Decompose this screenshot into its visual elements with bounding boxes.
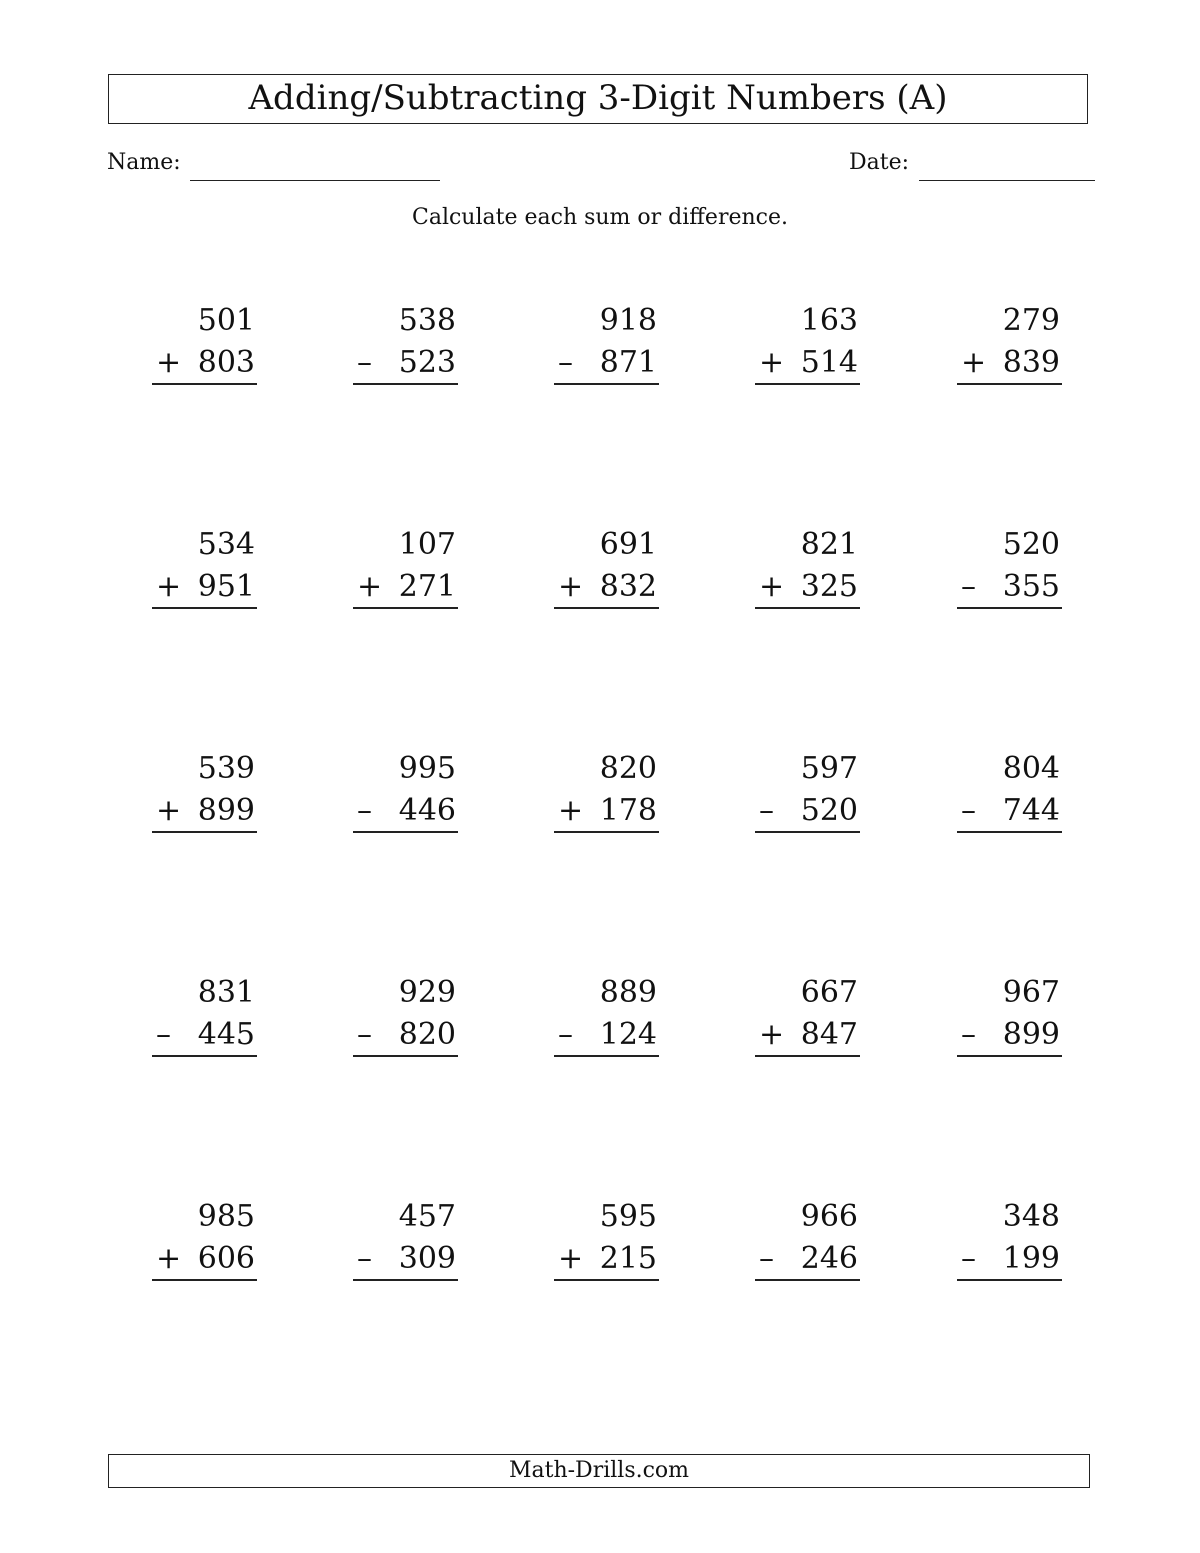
problem-top-number: 918 (599, 303, 657, 338)
problem-top-number: 985 (197, 1199, 255, 1234)
problem-top-number: 534 (197, 527, 255, 562)
problem-bottom-row (353, 793, 458, 833)
problem-operator: + (156, 345, 182, 380)
problem-operator: + (558, 1241, 584, 1276)
problem-bottom-row (152, 1017, 257, 1057)
problem (152, 1199, 257, 1289)
problem-bottom-row (353, 569, 458, 609)
problem-bottom-row (554, 569, 659, 609)
problem-operator: – (759, 1241, 774, 1276)
problem-operator: – (961, 793, 976, 828)
problem-top-number: 539 (197, 751, 255, 786)
problem-operator: – (558, 1017, 573, 1052)
problem (755, 1199, 860, 1289)
problem-bottom-number: 271 (398, 569, 456, 604)
problem-bottom-number: 325 (800, 569, 858, 604)
problem-bottom-number: 899 (197, 793, 255, 828)
problem-top-number: 595 (599, 1199, 657, 1234)
problem-operator: – (357, 345, 372, 380)
problem-bottom-row (554, 793, 659, 833)
problem-bottom-number: 803 (197, 345, 255, 380)
problem (353, 975, 458, 1065)
problem-operator: – (357, 1017, 372, 1052)
problem-bottom-number: 832 (599, 569, 657, 604)
problem-bottom-number: 899 (1002, 1017, 1060, 1052)
problem-operator: + (759, 569, 785, 604)
problem (755, 527, 860, 617)
problem-bottom-number: 215 (599, 1241, 657, 1276)
problem (554, 527, 659, 617)
problem-operator: + (759, 345, 785, 380)
problem-bottom-row (353, 1241, 458, 1281)
problem-bottom-row (755, 569, 860, 609)
problem (755, 975, 860, 1065)
problem-operator: – (759, 793, 774, 828)
problem-bottom-number: 355 (1002, 569, 1060, 604)
problem (353, 1199, 458, 1289)
problem-top-number: 929 (398, 975, 456, 1010)
instructions: Calculate each sum or difference. (412, 205, 788, 230)
problem (957, 975, 1062, 1065)
problem-bottom-row (152, 793, 257, 833)
problem-bottom-number: 199 (1002, 1241, 1060, 1276)
problem-top-number: 889 (599, 975, 657, 1010)
problem-bottom-number: 744 (1002, 793, 1060, 828)
problem-top-number: 279 (1002, 303, 1060, 338)
problem (554, 303, 659, 393)
problem-bottom-number: 445 (197, 1017, 255, 1052)
problem-top-number: 501 (197, 303, 255, 338)
problem-bottom-number: 520 (800, 793, 858, 828)
problem-bottom-row (353, 1017, 458, 1057)
problem (755, 303, 860, 393)
problem-bottom-row (755, 793, 860, 833)
problem-bottom-number: 514 (800, 345, 858, 380)
problem (152, 751, 257, 841)
name-label: Name: (107, 150, 181, 175)
problem-bottom-row (554, 345, 659, 385)
problem-top-number: 457 (398, 1199, 456, 1234)
problem (152, 303, 257, 393)
problem-bottom-number: 523 (398, 345, 456, 380)
problem-operator: + (156, 793, 182, 828)
problem-bottom-number: 847 (800, 1017, 858, 1052)
problem-operator: + (156, 1241, 182, 1276)
problem-bottom-row (755, 345, 860, 385)
date-field-line[interactable] (919, 180, 1095, 181)
problem-bottom-row (755, 1241, 860, 1281)
problem-top-number: 348 (1002, 1199, 1060, 1234)
problem-bottom-number: 606 (197, 1241, 255, 1276)
problem-top-number: 966 (800, 1199, 858, 1234)
problem-operator: – (961, 1241, 976, 1276)
problem-bottom-row (554, 1241, 659, 1281)
worksheet-title: Adding/Subtracting 3-Digit Numbers (A) (108, 74, 1088, 124)
problem-bottom-row (957, 345, 1062, 385)
problem-bottom-row (755, 1017, 860, 1057)
problem (353, 751, 458, 841)
problem-bottom-row (957, 1017, 1062, 1057)
problem-top-number: 667 (800, 975, 858, 1010)
problem-bottom-number: 178 (599, 793, 657, 828)
problem-operator: – (961, 1017, 976, 1052)
problem-bottom-row (353, 345, 458, 385)
problem (957, 303, 1062, 393)
problem-bottom-row (152, 569, 257, 609)
problem (957, 751, 1062, 841)
problem (152, 527, 257, 617)
problem-operator: + (357, 569, 383, 604)
problem-operator: + (558, 569, 584, 604)
problem-top-number: 691 (599, 527, 657, 562)
problem-operator: + (558, 793, 584, 828)
problem-operator: + (156, 569, 182, 604)
problem-bottom-number: 820 (398, 1017, 456, 1052)
problem-operator: – (156, 1017, 171, 1052)
problem-operator: + (961, 345, 987, 380)
problem-bottom-number: 446 (398, 793, 456, 828)
footer-credit: Math-Drills.com (108, 1454, 1090, 1488)
problem (957, 1199, 1062, 1289)
name-field-line[interactable] (190, 180, 440, 181)
date-label: Date: (849, 150, 910, 175)
problem-top-number: 804 (1002, 751, 1060, 786)
problem-bottom-row (957, 793, 1062, 833)
problem-operator: + (759, 1017, 785, 1052)
problem-bottom-row (152, 345, 257, 385)
problem-top-number: 597 (800, 751, 858, 786)
problem-bottom-row (554, 1017, 659, 1057)
problem-bottom-number: 951 (197, 569, 255, 604)
problem-top-number: 821 (800, 527, 858, 562)
problem-bottom-row (957, 1241, 1062, 1281)
problem (554, 975, 659, 1065)
problem (353, 303, 458, 393)
problem-top-number: 520 (1002, 527, 1060, 562)
problem (755, 751, 860, 841)
problem-bottom-row (152, 1241, 257, 1281)
problem-bottom-number: 246 (800, 1241, 858, 1276)
problem-top-number: 967 (1002, 975, 1060, 1010)
problem-operator: – (961, 569, 976, 604)
problem-operator: – (357, 1241, 372, 1276)
problem-bottom-number: 871 (599, 345, 657, 380)
problem-top-number: 538 (398, 303, 456, 338)
problem (554, 1199, 659, 1289)
problem-top-number: 831 (197, 975, 255, 1010)
problem-top-number: 163 (800, 303, 858, 338)
problem-top-number: 995 (398, 751, 456, 786)
problem (957, 527, 1062, 617)
problem-bottom-number: 309 (398, 1241, 456, 1276)
problem-bottom-number: 124 (599, 1017, 657, 1052)
problem-top-number: 107 (398, 527, 456, 562)
problem-operator: – (357, 793, 372, 828)
problem-operator: – (558, 345, 573, 380)
problem (152, 975, 257, 1065)
problem-bottom-number: 839 (1002, 345, 1060, 380)
problem (554, 751, 659, 841)
problem-top-number: 820 (599, 751, 657, 786)
problem (353, 527, 458, 617)
problem-bottom-row (957, 569, 1062, 609)
